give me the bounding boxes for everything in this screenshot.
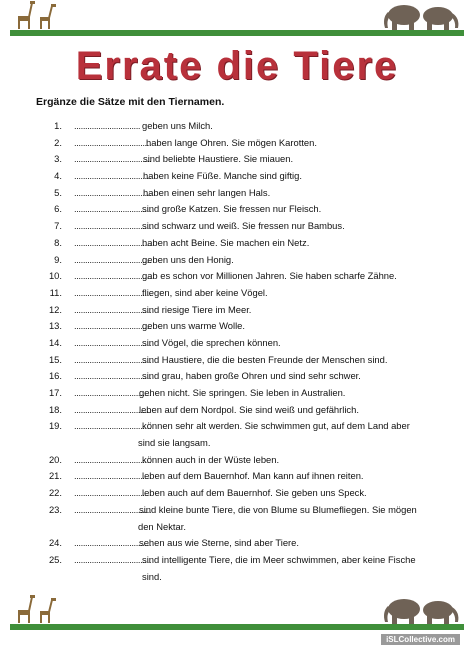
list-item <box>30 502 470 519</box>
item-sentence: sind Haustiere, die die besten Freunde der Menschen sind. <box>142 353 388 365</box>
bottom-banner <box>10 596 464 630</box>
list-item <box>30 218 470 235</box>
list-item <box>30 285 470 302</box>
item-number: 25. <box>48 553 62 565</box>
item-sentence: haben einen sehr langen Hals. <box>143 186 271 198</box>
item-sentence: sind grau, haben große Ohren und sind sehr schwer. <box>142 370 361 382</box>
answer-blank[interactable]: ................................... <box>74 170 152 182</box>
answer-blank[interactable]: ................................... <box>74 336 152 348</box>
item-number: 10. <box>48 270 62 282</box>
giraffe-icon <box>12 0 58 30</box>
item-sentence: sind große Katzen. Sie fressen nur Fleisch. <box>142 203 322 215</box>
answer-blank[interactable]: ................................... <box>74 487 152 499</box>
list-item <box>30 268 470 285</box>
answer-blank[interactable]: ................................... <box>74 220 152 232</box>
list-item <box>30 352 470 369</box>
item-number: 14. <box>48 336 62 348</box>
item-number: 21. <box>48 470 62 482</box>
item-sentence: sind kleine bunte Tiere, die von Blume su Blumefliegen. Sie mögen <box>139 503 417 515</box>
item-number: 9. <box>54 253 62 265</box>
item-sentence: haben keine Füße. Manche sind giftig. <box>143 170 302 182</box>
item-number: 2. <box>54 136 62 148</box>
item-sentence: sind beliebte Haustiere. Sie miauen. <box>143 153 294 165</box>
item-number: 6. <box>54 203 62 215</box>
answer-blank[interactable]: ................................... <box>74 537 152 549</box>
item-number: 17. <box>48 387 62 398</box>
item-sentence: gab es schon vor Millionen Jahren. Sie haben scharfe Zähne. <box>142 270 397 282</box>
answer-blank[interactable]: ................................... <box>74 470 152 482</box>
item-number: 7. <box>54 220 62 232</box>
list-item-continuation <box>30 569 470 586</box>
item-number: 4. <box>54 170 62 182</box>
item-sentence: sind schwarz und weiß. Sie fressen nur Bambus. <box>142 220 345 232</box>
answer-blank[interactable]: ................................... <box>74 153 152 165</box>
list-item <box>30 485 470 502</box>
list-item-continuation <box>30 435 470 452</box>
answer-blank[interactable]: ................................... <box>74 453 152 465</box>
item-sentence: leben auf dem Nordpol. Sie sind weiß und gefährlich. <box>139 403 359 415</box>
list-item <box>30 151 470 168</box>
elephant-icon <box>382 594 462 624</box>
answer-blank[interactable]: ................................... <box>74 403 152 415</box>
list-item <box>30 385 470 402</box>
item-sentence: fliegen, sind aber keine Vögel. <box>142 286 268 298</box>
list-item <box>30 368 470 385</box>
giraffe-icon <box>12 594 58 624</box>
item-number: 23. <box>48 503 62 515</box>
item-sentence: geben uns warme Wolle. <box>142 320 246 332</box>
item-sentence: leben auch auf dem Bauernhof. Sie geben uns Speck. <box>142 487 367 499</box>
item-number: 18. <box>48 403 62 415</box>
item-sentence: gehen nicht. Sie springen. Sie leben in Australien. <box>139 387 346 398</box>
item-sentence: können auch in der Wüste leben. <box>142 453 280 465</box>
answer-blank[interactable]: .............................. <box>74 120 141 131</box>
item-sentence: sind Vögel, die sprechen können. <box>142 336 281 348</box>
item-number: 13. <box>48 320 62 332</box>
item-sentence: den Nektar. <box>138 520 186 532</box>
list-item <box>30 552 470 569</box>
item-sentence: sind riesige Tiere im Meer. <box>142 303 252 315</box>
item-number: 16. <box>48 370 62 382</box>
answer-blank[interactable]: ................................... <box>74 320 152 332</box>
list-item <box>30 302 470 319</box>
item-number: 20. <box>48 453 62 465</box>
list-item <box>30 185 470 202</box>
item-sentence: leben auf dem Bauernhof. Man kann auf ihnen reiten. <box>142 470 364 482</box>
list-item-continuation <box>30 519 470 536</box>
list-item <box>30 318 470 335</box>
item-number: 11. <box>49 286 62 298</box>
list-item <box>30 252 470 269</box>
list-item <box>30 402 470 419</box>
brand-watermark: iSLCollective.com <box>381 634 460 645</box>
answer-blank[interactable]: ................................... <box>74 236 152 248</box>
list-item <box>30 235 470 252</box>
answer-blank[interactable]: ................................... <box>74 387 152 398</box>
item-sentence: können sehr alt werden. Sie schwimmen gut, auf dem Land aber <box>142 420 410 432</box>
item-sentence: sind sie langsam. <box>138 437 211 449</box>
item-sentence: sehen aus wie Sterne, sind aber Tiere. <box>139 537 299 549</box>
item-number: 5. <box>54 186 62 198</box>
item-sentence: haben lange Ohren. Sie mögen Karotten. <box>146 136 317 148</box>
item-number: 22. <box>48 487 62 499</box>
item-sentence: geben uns Milch. <box>142 120 213 131</box>
answer-blank[interactable]: ................................... <box>74 370 152 382</box>
item-number: 12. <box>48 303 62 315</box>
item-number: 24. <box>48 537 62 549</box>
list-item <box>30 135 470 152</box>
list-item <box>30 201 470 218</box>
answer-blank[interactable]: ................................... <box>74 353 152 365</box>
answer-blank[interactable]: ................................... <box>74 303 152 315</box>
answer-blank[interactable]: ................................... <box>74 253 152 265</box>
answer-blank[interactable]: ................................... <box>74 203 152 215</box>
elephant-icon <box>382 0 462 30</box>
answer-blank[interactable]: ................................... <box>74 286 152 298</box>
list-item <box>30 168 470 185</box>
page-title: Errate die Tiere <box>75 44 399 88</box>
item-number: 15. <box>48 353 62 365</box>
list-item <box>30 418 470 435</box>
item-number: 1. <box>54 120 62 131</box>
list-item <box>30 468 470 485</box>
exercise-list <box>30 118 470 585</box>
item-number: 3. <box>54 153 62 165</box>
list-item <box>30 535 470 552</box>
list-item <box>30 452 470 469</box>
answer-blank[interactable]: ................................... <box>74 186 152 198</box>
answer-blank[interactable]: ................................... <box>74 503 152 515</box>
item-number: 8. <box>54 236 62 248</box>
list-item <box>30 118 470 135</box>
answer-blank[interactable]: ................................... <box>74 136 152 148</box>
answer-blank[interactable]: ................................... <box>74 270 152 282</box>
answer-blank[interactable]: ................................... <box>74 420 152 432</box>
item-number: 19. <box>48 420 62 432</box>
item-sentence: geben uns den Honig. <box>142 253 234 265</box>
item-sentence: haben acht Beine. Sie machen ein Netz. <box>142 236 310 248</box>
item-sentence: sind intelligente Tiere, die im Meer schwimmen, aber keine Fische <box>142 553 416 565</box>
instruction-text: Ergänze die Sätze mit den Tiernamen. <box>36 96 225 108</box>
answer-blank[interactable]: ................................... <box>74 553 152 565</box>
list-item <box>30 335 470 352</box>
top-banner <box>10 2 464 36</box>
item-sentence: sind. <box>142 570 162 582</box>
